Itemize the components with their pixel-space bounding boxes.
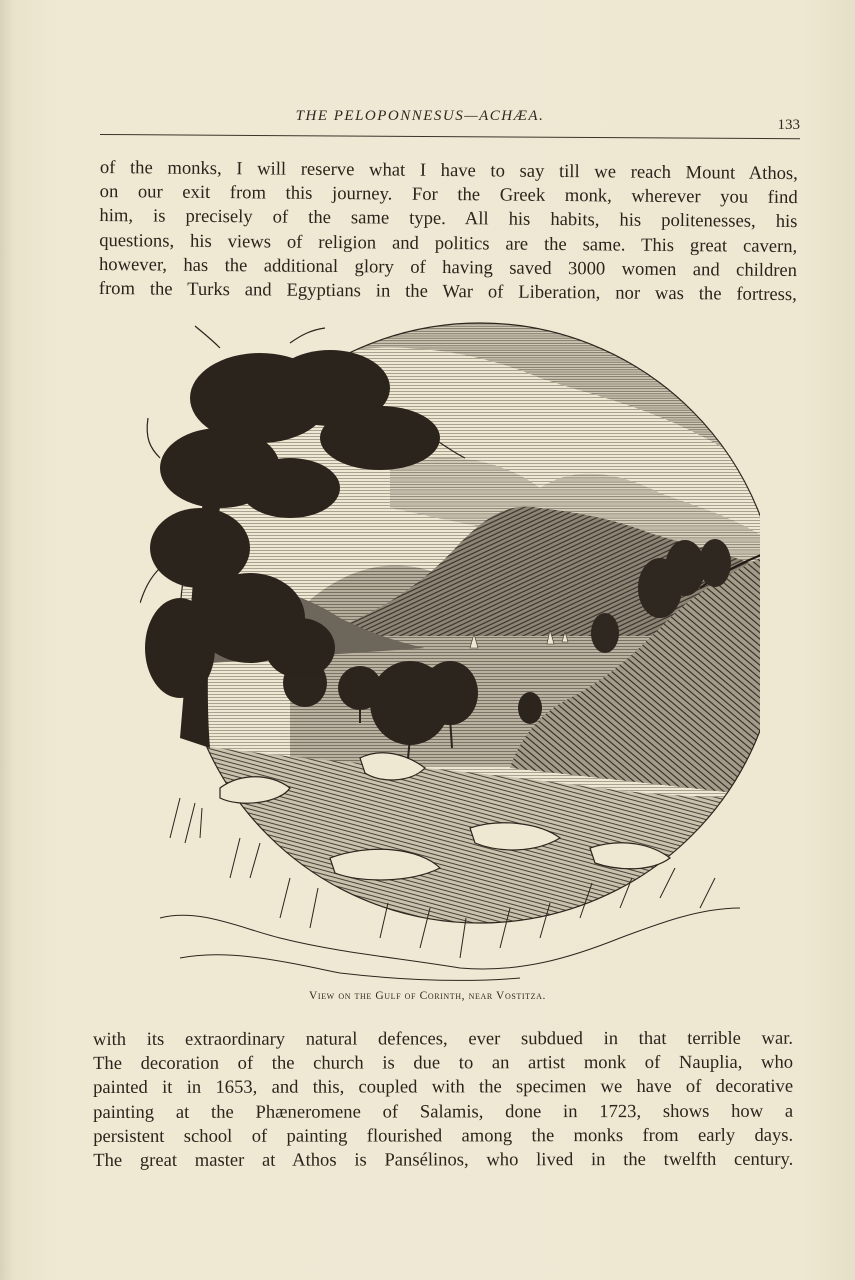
text-line: persistent school of painting flourished among the monks from early days. bbox=[93, 1124, 794, 1147]
text-line: him, is precisely of the same type. All his habits, his politenesses, his bbox=[99, 205, 798, 233]
body-text-bottom bbox=[93, 1027, 793, 1173]
engraving-illustration bbox=[140, 318, 760, 990]
text-line: questions, his views of religion and politics are the same. This great cavern, bbox=[99, 229, 798, 257]
text-line: of the monks, I will reserve what I have to say till we reach Mount Athos, bbox=[99, 156, 798, 185]
header-rule bbox=[100, 134, 800, 139]
body-text-top bbox=[99, 156, 798, 307]
running-title: THE PELOPONNESUS—ACHÆA. bbox=[295, 108, 545, 124]
figure-caption: View on the Gulf of Corinth, near Vostitza. bbox=[309, 990, 546, 1002]
running-head bbox=[100, 104, 800, 134]
text-line: The great master at Athos is Pansélinos, who lived in the twelfth century. bbox=[93, 1148, 794, 1172]
text-line: on our exit from this journey. For the Greek monk, wherever you find bbox=[99, 181, 798, 209]
text-line: The decoration of the church is due to an artist monk of Nauplia, who bbox=[93, 1051, 794, 1075]
text-line: painting at the Phæneromene of Salamis, done in 1723, shows how a bbox=[93, 1100, 794, 1123]
text-line: however, has the additional glory of having saved 3000 women and children bbox=[98, 253, 798, 281]
text-line: painted it in 1653, and this, coupled with the specimen we have of decorative bbox=[93, 1076, 794, 1099]
page-number: 133 bbox=[777, 117, 800, 133]
text-line: from the Turks and Egyptians in the War of Liberation, nor was the fortress, bbox=[98, 278, 797, 306]
text-line: with its extraordinary natural defences, ever subdued in that terrible war. bbox=[93, 1027, 794, 1050]
